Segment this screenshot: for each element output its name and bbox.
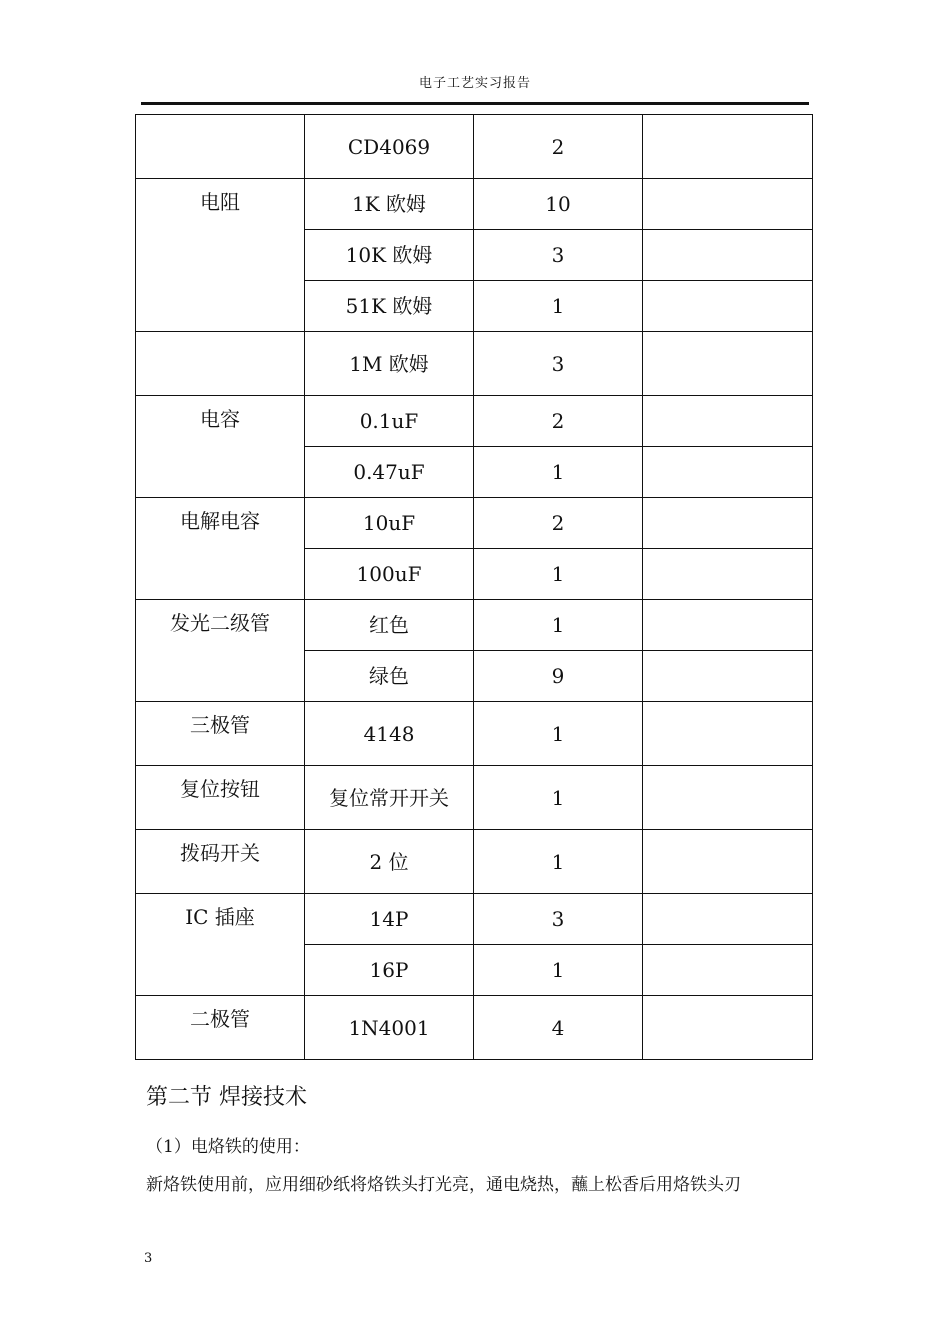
category-cell bbox=[136, 332, 305, 396]
table-row bbox=[136, 894, 813, 945]
subsection-heading: （1）电烙铁的使用： bbox=[146, 1137, 310, 1157]
table-row bbox=[136, 766, 813, 830]
category-cell bbox=[136, 115, 305, 179]
quantity-cell: 1 bbox=[474, 702, 643, 766]
note-cell bbox=[643, 281, 813, 332]
spec-cell: 0.1uF bbox=[305, 396, 474, 447]
table-row bbox=[136, 115, 813, 179]
note-cell bbox=[643, 996, 813, 1060]
quantity-cell: 1 bbox=[474, 281, 643, 332]
category-cell: 三极管 bbox=[136, 702, 305, 766]
quantity-cell: 3 bbox=[474, 332, 643, 396]
note-cell bbox=[643, 498, 813, 549]
body-paragraph: 新烙铁使用前，应用细砂纸将烙铁头打光亮，通电烧热，蘸上松香后用烙铁头刃 bbox=[146, 1175, 741, 1195]
spec-cell: 1M 欧姆 bbox=[305, 332, 474, 396]
spec-cell: 红色 bbox=[305, 600, 474, 651]
quantity-cell: 2 bbox=[474, 498, 643, 549]
note-cell bbox=[643, 651, 813, 702]
note-cell bbox=[643, 894, 813, 945]
category-cell: 电容 bbox=[136, 396, 305, 498]
quantity-cell: 3 bbox=[474, 230, 643, 281]
spec-cell: 2 位 bbox=[305, 830, 474, 894]
quantity-cell: 2 bbox=[474, 115, 643, 179]
quantity-cell: 1 bbox=[474, 766, 643, 830]
table-row bbox=[136, 830, 813, 894]
quantity-cell: 1 bbox=[474, 600, 643, 651]
spec-cell: CD4069 bbox=[305, 115, 474, 179]
section-heading: 第二节 焊接技术 bbox=[146, 1085, 307, 1110]
quantity-cell: 3 bbox=[474, 894, 643, 945]
header-divider bbox=[141, 102, 809, 105]
spec-cell: 10K 欧姆 bbox=[305, 230, 474, 281]
category-cell: 电解电容 bbox=[136, 498, 305, 600]
category-cell: IC 插座 bbox=[136, 894, 305, 996]
note-cell bbox=[643, 230, 813, 281]
table-row bbox=[136, 396, 813, 447]
note-cell bbox=[643, 396, 813, 447]
spec-cell: 1N4001 bbox=[305, 996, 474, 1060]
table-row bbox=[136, 179, 813, 230]
table-row bbox=[136, 498, 813, 549]
note-cell bbox=[643, 179, 813, 230]
table-row bbox=[136, 996, 813, 1060]
note-cell bbox=[643, 549, 813, 600]
table-row bbox=[136, 702, 813, 766]
spec-cell: 100uF bbox=[305, 549, 474, 600]
category-cell: 复位按钮 bbox=[136, 766, 305, 830]
quantity-cell: 1 bbox=[474, 830, 643, 894]
spec-cell: 14P bbox=[305, 894, 474, 945]
note-cell bbox=[643, 830, 813, 894]
spec-cell: 1K 欧姆 bbox=[305, 179, 474, 230]
note-cell bbox=[643, 600, 813, 651]
category-cell: 拨码开关 bbox=[136, 830, 305, 894]
spec-cell: 4148 bbox=[305, 702, 474, 766]
quantity-cell: 1 bbox=[474, 447, 643, 498]
table-row bbox=[136, 332, 813, 396]
components-table-body bbox=[136, 115, 813, 1060]
note-cell bbox=[643, 115, 813, 179]
category-cell: 发光二级管 bbox=[136, 600, 305, 702]
spec-cell: 0.47uF bbox=[305, 447, 474, 498]
page-number: 3 bbox=[144, 1251, 153, 1266]
page-header-title: 电子工艺实习报告 bbox=[418, 76, 531, 91]
note-cell bbox=[643, 945, 813, 996]
quantity-cell: 1 bbox=[474, 549, 643, 600]
spec-cell: 绿色 bbox=[305, 651, 474, 702]
note-cell bbox=[643, 702, 813, 766]
quantity-cell: 4 bbox=[474, 996, 643, 1060]
category-cell: 二极管 bbox=[136, 996, 305, 1060]
quantity-cell: 2 bbox=[474, 396, 643, 447]
note-cell bbox=[643, 766, 813, 830]
category-cell: 电阻 bbox=[136, 179, 305, 332]
spec-cell: 51K 欧姆 bbox=[305, 281, 474, 332]
spec-cell: 复位常开开关 bbox=[305, 766, 474, 830]
quantity-cell: 10 bbox=[474, 179, 643, 230]
table-row bbox=[136, 600, 813, 651]
spec-cell: 10uF bbox=[305, 498, 474, 549]
components-table bbox=[135, 114, 813, 1060]
note-cell bbox=[643, 447, 813, 498]
note-cell bbox=[643, 332, 813, 396]
spec-cell: 16P bbox=[305, 945, 474, 996]
quantity-cell: 9 bbox=[474, 651, 643, 702]
quantity-cell: 1 bbox=[474, 945, 643, 996]
